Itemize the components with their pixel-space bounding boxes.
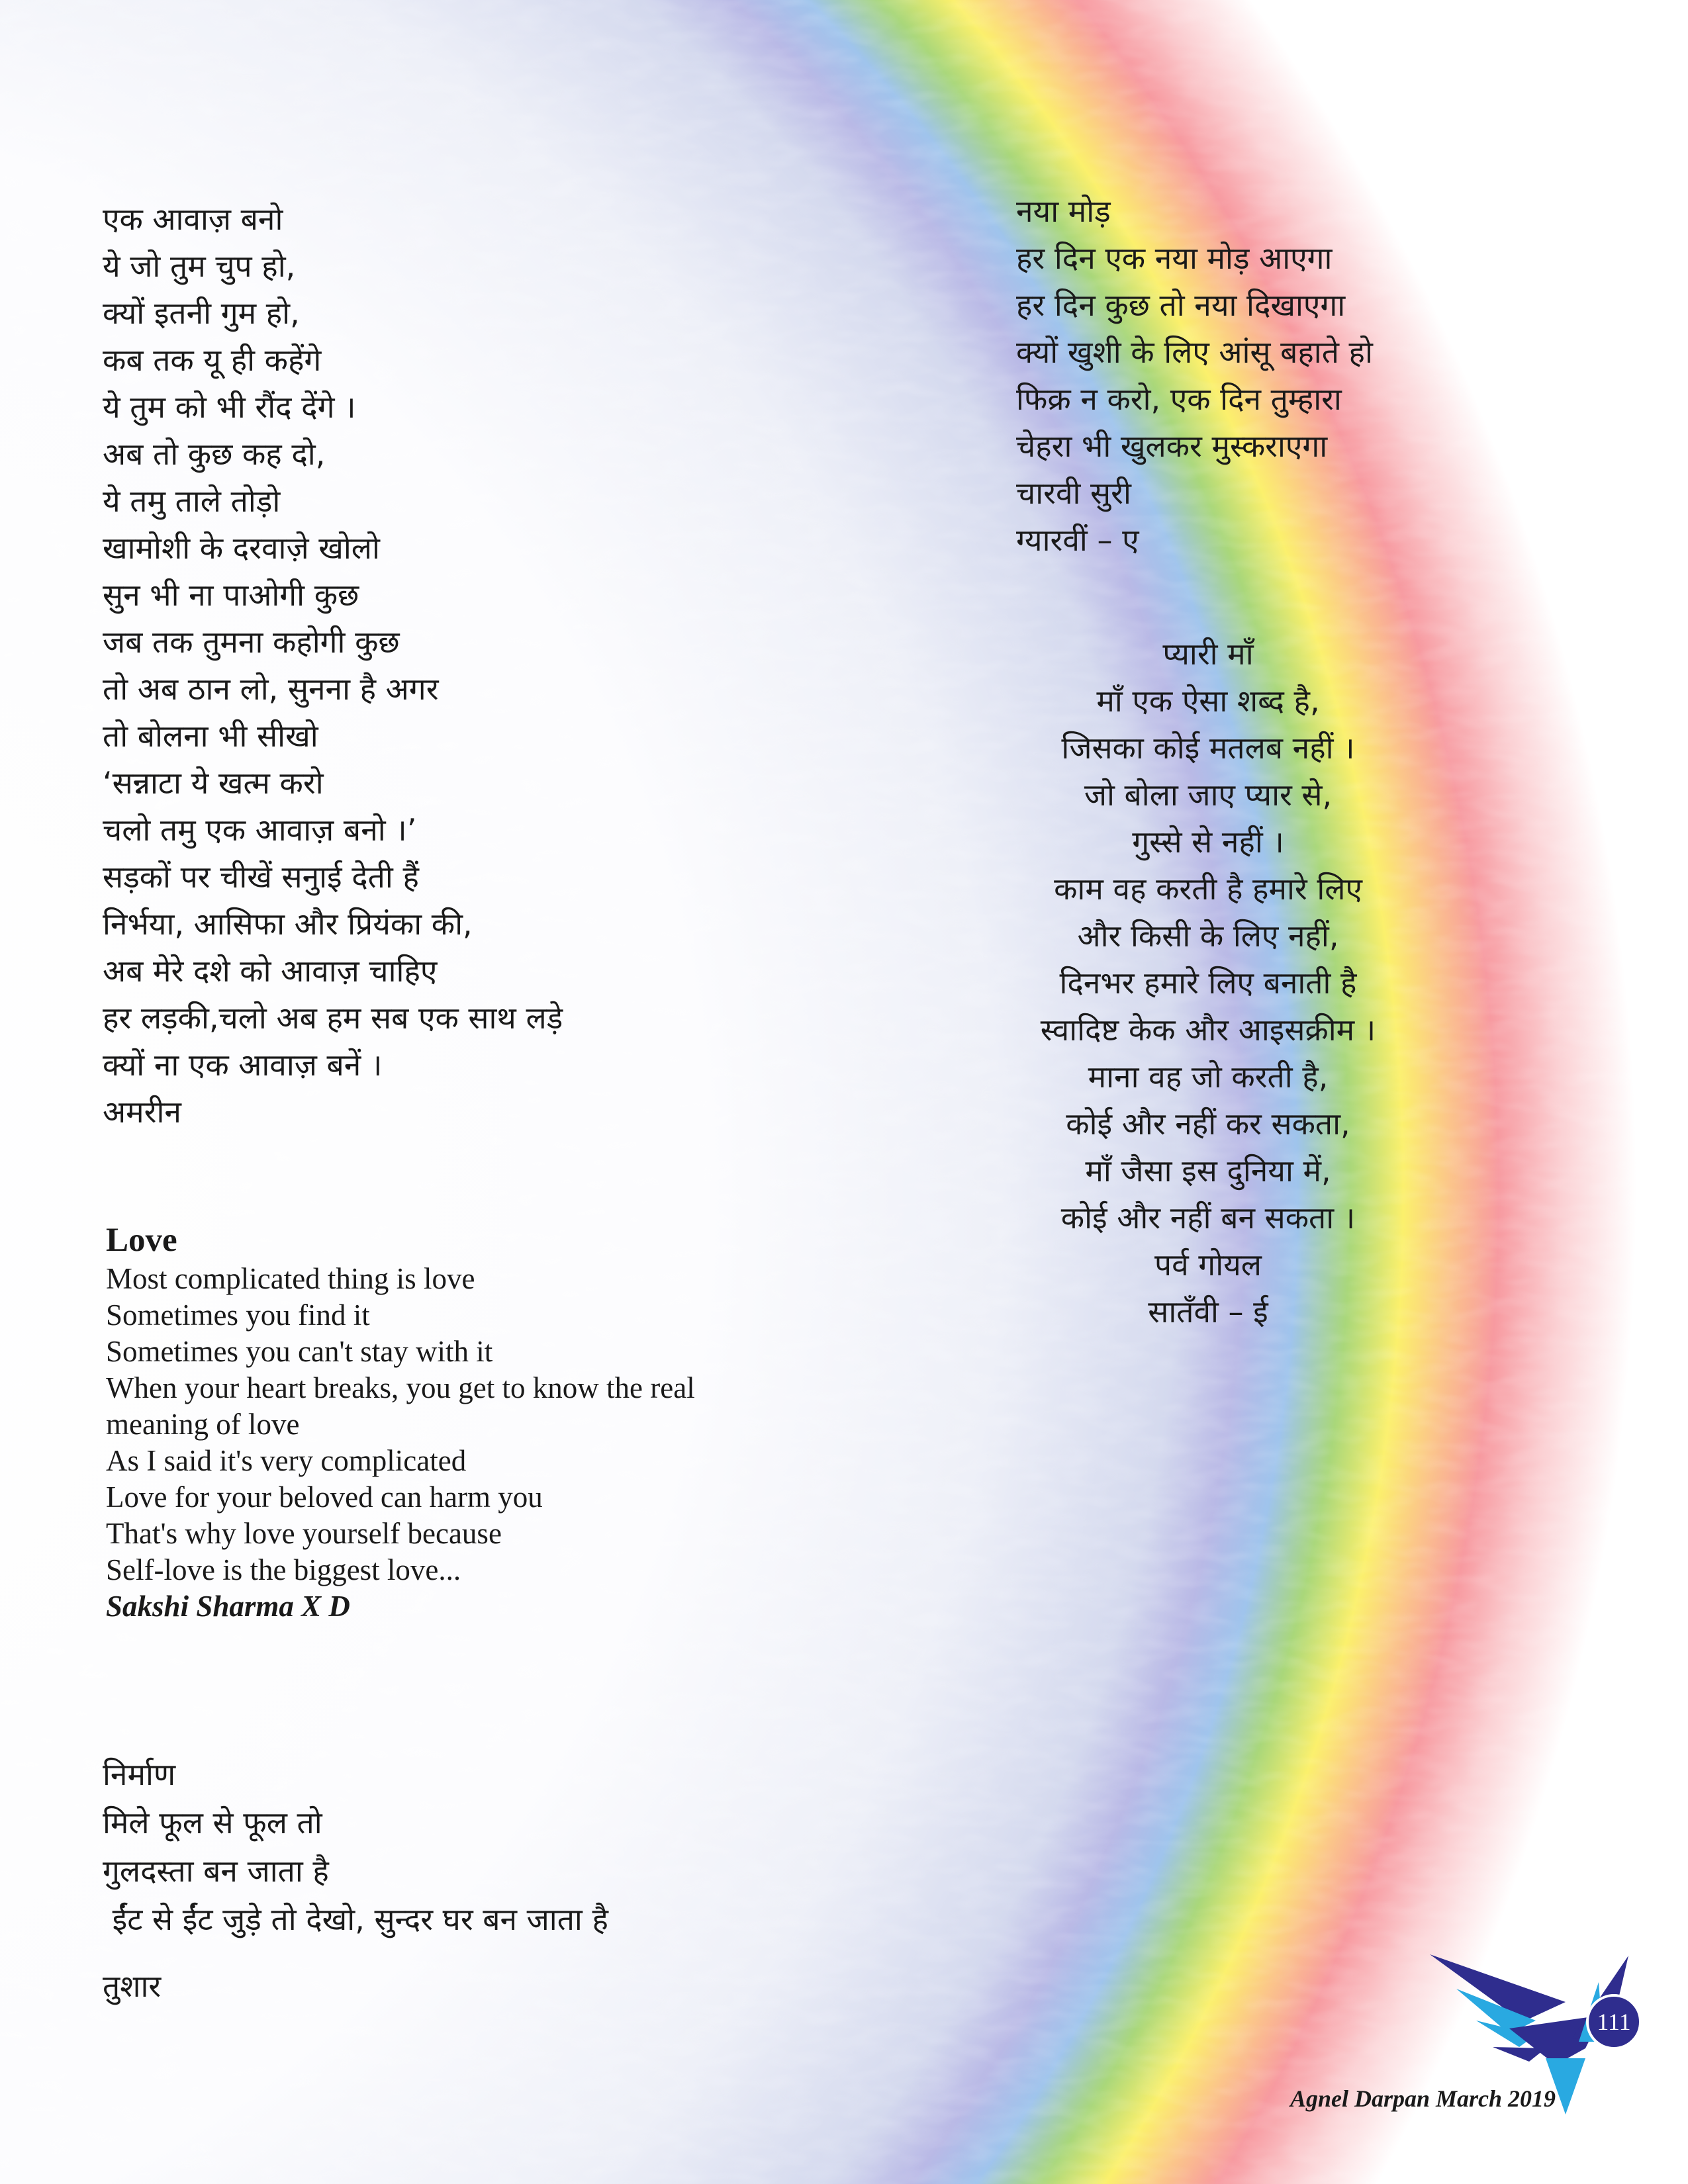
poem-title: Love: [106, 1222, 177, 1259]
poem-line: When your heart breaks, you get to know the real: [106, 1371, 695, 1404]
poem-nirman: [103, 1751, 608, 2011]
poem-line: चेहरा भी खुलकर मुस्कराएगा: [1016, 428, 1328, 464]
poem-title: नया मोड़: [1016, 193, 1111, 229]
poem-author: पर्व गोयल: [1154, 1247, 1262, 1283]
poem-love: [106, 1220, 695, 1625]
poem-author: Sakshi Sharma X D: [106, 1590, 350, 1623]
poem-line: Sometimes you can't stay with it: [106, 1335, 493, 1368]
poem-line: खामोशी के दरवाज़े खोलो: [103, 530, 380, 566]
poem-line: सुन भी ना पाओगी कुछ: [103, 577, 359, 613]
poem-line: दिनभर हमारे लिए बनाती है: [1059, 965, 1357, 1001]
poem-author: तुशार: [103, 1968, 162, 2004]
poem-line: हर दिन एक नया मोड़ आएगा: [1016, 240, 1333, 276]
poem-line: माँ एक ऐसा शब्द है,: [1096, 683, 1320, 719]
poem-line: तो बोलना भी सीखो: [103, 718, 318, 754]
poem-pyari-maa: [963, 631, 1453, 1336]
poem-line: माँ जैसा इस दुनिया में,: [1085, 1153, 1331, 1189]
poem-author-class: सातँवी – ई: [1148, 1294, 1268, 1330]
poem-line: कब तक यू ही कहेंगे: [103, 342, 322, 378]
poem-line: जब तक तुमना कहोगी कुछ: [103, 624, 400, 660]
poem-line: Love for your beloved can harm you: [106, 1480, 543, 1514]
poem-line: जो बोला जाए प्यार से,: [1084, 777, 1333, 813]
poem-line: अब तो कुछ कह दो,: [103, 436, 326, 472]
poem-author: अमरीन: [103, 1094, 181, 1130]
poem-line: सड़कों पर चीखें सनुाई देती हैं: [103, 859, 419, 895]
poem-line: ये तमु ताले तोड़ो: [103, 483, 281, 519]
poem-line: कोई और नहीं बन सकता ।: [1060, 1200, 1356, 1236]
poem-line: माना वह जो करती है,: [1088, 1059, 1329, 1095]
poem-line: ये तुम को भी रौंद देंगे ।: [103, 389, 356, 425]
poem-author-class: ग्यारवीं – ए: [1016, 522, 1139, 558]
poem-line: मिले फूल से फूल तो: [103, 1805, 322, 1841]
poem-line: अब मेरे दशे को आवाज़ चाहिए: [103, 953, 438, 989]
poem-line: काम वह करती है हमारे लिए: [1054, 871, 1362, 907]
poem-line: फिक्र न करो, एक दिन तुम्हारा: [1016, 381, 1342, 417]
poem-line: क्यों इतनी गुम हो,: [103, 295, 300, 331]
poem-line: तो अब ठान लो, सुनना है अगर: [103, 671, 439, 707]
poem-line: कोई और नहीं कर सकता,: [1066, 1106, 1350, 1142]
poem-line: क्यों खुशी के लिए आंसू बहाते हो: [1016, 334, 1373, 370]
poem-line: गुलदस्ता बन जाता है: [103, 1853, 329, 1889]
poem-line: जिसका कोई मतलब नहीं ।: [1061, 730, 1355, 766]
poem-line: गुस्से से नहीं ।: [1132, 824, 1284, 860]
poem-line: ये जो तुम चुप हो,: [103, 248, 296, 284]
poem-title: निर्माण: [103, 1756, 176, 1792]
poem-line: As I said it's very complicated: [106, 1444, 467, 1477]
poem-line: हर दिन कुछ तो नया दिखाएगा: [1016, 287, 1346, 323]
poem-line: निर्भया, आसिफा और प्रियंका की,: [103, 906, 473, 942]
poem-line: हर लड़की,चलो अब हम सब एक साथ लड़े: [103, 1000, 563, 1036]
poem-line: ‘सन्नाटा ये खत्म करो: [103, 765, 324, 801]
poem-title: एक आवाज़ बनो: [103, 201, 283, 237]
poem-ek-awaaz-bano: [103, 196, 563, 1136]
poem-line: और किसी के लिए नहीं,: [1077, 918, 1339, 954]
poem-author: चारवी सुरी: [1016, 475, 1131, 511]
poem-line: चलो तमु एक आवाज़ बनो ।’: [103, 812, 417, 848]
poem-line: क्यों ना एक आवाज़ बनें ।: [103, 1047, 383, 1083]
poem-line: That's why love yourself because: [106, 1517, 502, 1550]
poem-line: meaning of love: [106, 1408, 300, 1441]
poem-title: प्यारी माँ: [1162, 636, 1254, 672]
poem-line: ईंट से ईंट जुड़े तो देखो, सुन्दर घर बन जाता है: [103, 1901, 608, 1937]
poem-line: Self-love is the biggest love...: [106, 1553, 461, 1586]
page-number: 111: [1597, 2009, 1631, 2035]
poem-line: Sometimes you find it: [106, 1298, 370, 1332]
poem-line: Most complicated thing is love: [106, 1262, 475, 1295]
publication-footer: Agnel Darpan March 2019: [1289, 2085, 1556, 2112]
poem-line: स्वादिष्ट केक और आइसक्रीम ।: [1040, 1012, 1376, 1048]
poem-naya-mod: [1016, 188, 1373, 564]
